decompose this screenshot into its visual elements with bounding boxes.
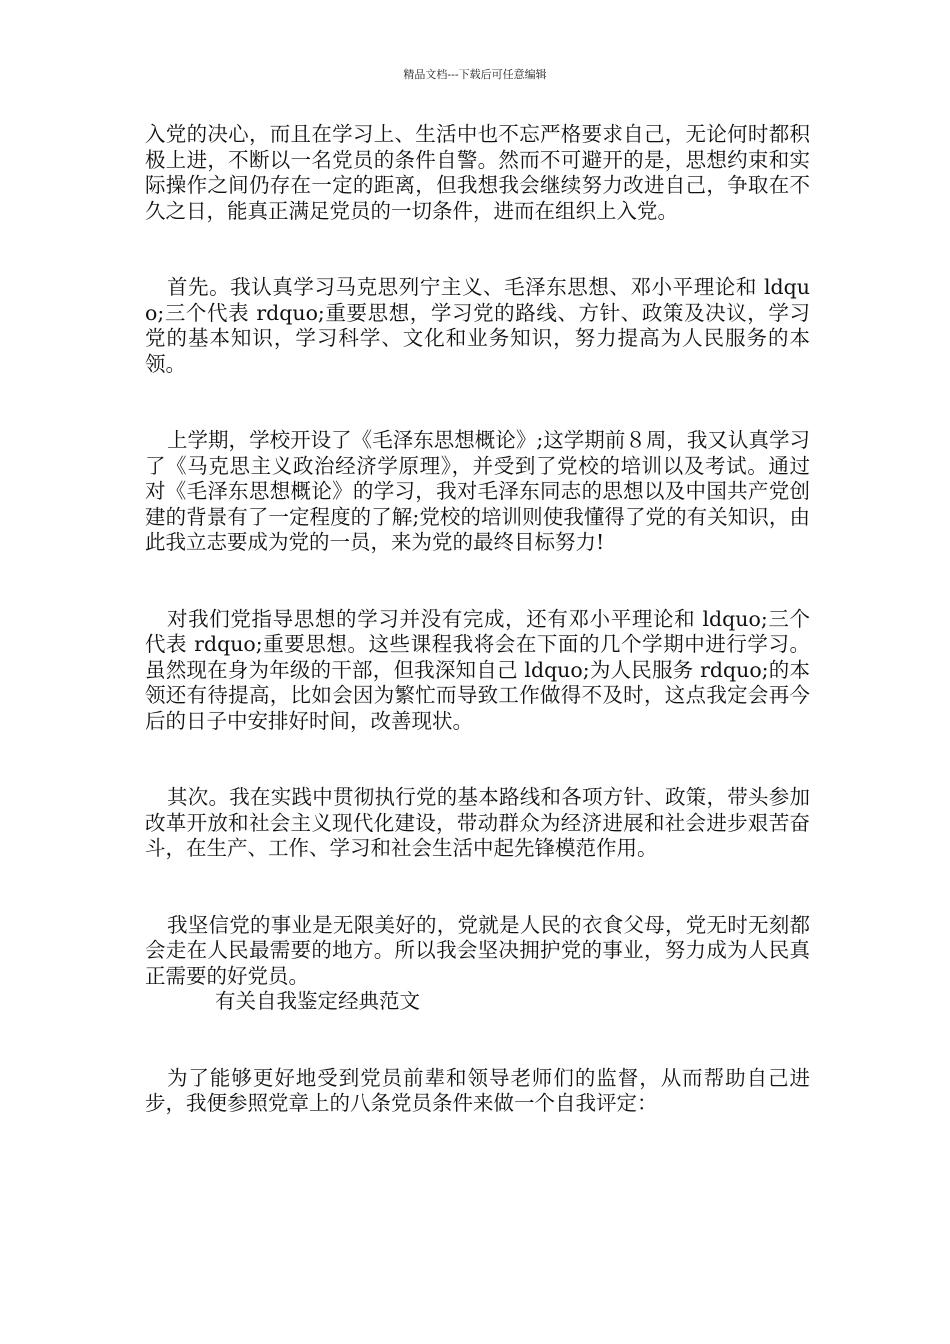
paragraph-gap — [145, 556, 810, 607]
paragraph-gap — [145, 862, 810, 913]
paragraph-gap — [145, 224, 810, 275]
paragraph-2: 首先。我认真学习马克思列宁主义、毛泽东思想、邓小平理论和 ldquo;三个代表 rdquo;重要思想，学习党的路线、方针、政策及决议，学习党的基本知识，学习科学、文化和业务知识，努力提高为人民服务的本领。 — [145, 275, 810, 376]
paragraph-3: 上学期，学校开设了《毛泽东思想概论》;这学期前８周，我又认真学习了《马克思主义政治经济学原理》，并受到了党校的培训以及考试。通过对《毛泽东思想概论》的学习，我对毛泽东同志的思想以及中国共产党创建的背景有了一定程度的了解;党校的培训则使我懂得了党的有关知识，由此我立志要成为党的一员，来为党的最终目标努力! — [145, 428, 810, 554]
paragraph-7: 为了能够更好地受到党员前辈和领导老师们的监督，从而帮助自己进步，我便参照党章上的八条党员条件来做一个自我评定： — [145, 1065, 810, 1115]
paragraph-6: 我坚信党的事业是无限美好的，党就是人民的衣食父母，党无时无刻都会走在人民最需要的地方。所以我会坚决拥护党的事业，努力成为人民真正需要的好党员。 — [145, 912, 810, 988]
paragraph-5: 其次。我在实践中贯彻执行党的基本路线和各项方针、政策，带头参加改革开放和社会主义现代化建设，带动群众为经济进展和社会进步艰苦奋斗，在生产、工作、学习和社会生活中起先锋模范作用。 — [145, 785, 810, 860]
page-header: 精品文档---下载后可任意编辑 — [403, 68, 547, 81]
document-body — [145, 122, 810, 1117]
paragraph-gap — [145, 734, 810, 785]
section-heading: 有关自我鉴定经典范文 — [215, 989, 420, 1013]
paragraph-gap — [145, 377, 810, 428]
paragraph-1: 入党的决心，而且在学习上、生活中也不忘严格要求自己，无论何时都积极上进，不断以一名党员的条件自警。然而不可避开的是，思想约束和实际操作之间仍存在一定的距离，但我想我会继续努力改进自己，争取在不久之日，能真正满足党员的一切条件，进而在组织上入党。 — [145, 122, 810, 223]
paragraph-4: 对我们党指导思想的学习并没有完成，还有邓小平理论和 ldquo;三个代表 rdquo;重要思想。这些课程我将会在下面的几个学期中进行学习。虽然现在身为年级的干部，但我深知自己 ldquo;为人民服务 rdquo;的本领还有待提高，比如会因为繁忙而导致工作做得不及时，这点我定会再今后的日子中安排好时间，改善现状。 — [145, 606, 810, 733]
paragraph-gap — [145, 1015, 810, 1066]
